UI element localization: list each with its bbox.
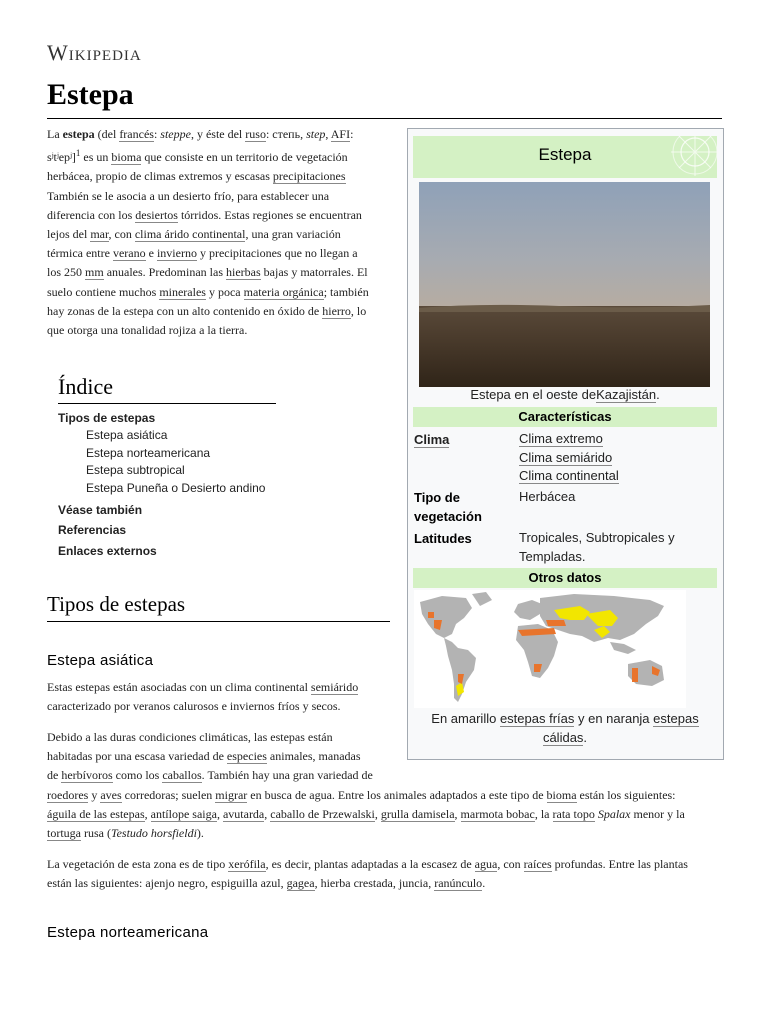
link-mar[interactable]: mar [90,227,109,242]
link-roedores[interactable]: roedores [47,788,89,802]
row-label-clima[interactable]: Clima [414,432,450,447]
toc-item-referencias[interactable]: Referencias [58,523,127,538]
characteristics-header: Características [413,407,717,427]
section-heading-tipos: Tipos de estepas [47,592,186,616]
bold-term: estepa [62,127,95,141]
subsection-heading-norteamericana: Estepa norteamericana [47,924,209,941]
row-label-vegetacion: Tipo de vegetación [414,490,482,524]
link-ranunculo[interactable]: ranúnculo [434,876,483,891]
link-clima-extremo[interactable]: Clima extremo [519,431,603,446]
link-hierro[interactable]: hierro [322,303,351,318]
toc-item-estepa-asiatica[interactable]: Estepa asiática [86,428,168,443]
link-afi[interactable]: AFI [330,127,351,141]
link-estepas-frias[interactable]: estepas frías [499,711,575,726]
map-caption: En amarillo estepas frías y en naranja estepas cálidas. [431,711,699,745]
link-minerales[interactable]: minerales [159,284,206,299]
italic-term: Testudo horsfieldi [111,826,197,841]
link-mm[interactable]: mm [85,265,104,280]
subsection-heading-asiatica: Estepa asiática [47,652,154,669]
toc-title: Índice [58,374,113,399]
link-grulla-damisela[interactable]: grulla damisela [380,807,455,822]
link-invierno[interactable]: invierno [156,246,197,261]
link-aguila-de-las-estepas[interactable]: águila de las estepas [47,807,145,822]
title-divider [47,118,722,119]
toc-item-vease-tambien[interactable]: Véase también [58,503,143,518]
toc-item-estepa-norteamericana[interactable]: Estepa norteamericana [86,445,211,460]
link-bioma[interactable]: bioma [111,150,142,165]
link-desiertos[interactable]: desiertos [135,207,178,222]
link-tortuga[interactable]: tortuga [47,826,81,841]
intro-paragraph: La estepa (del francés: steppe, y éste del ruso: степь, step, AFI: sʲtʲepʲ]$^1$ es un bioma que consiste en un territorio de vegetación herbácea, propio de climas extremos y escasas precipitaciones También se le asocia a un desierto frío, para establecer una diferencia con los desiertos tórridos. Estas regiones se encuentran lejos del mar, con clima árido continental, una gran variación térmica entre verano e invierno y precipitaciones que no llegan a los 250 mm anuales. Predominan las hierbas bajas y matorrales. El suelo contiene muchos minerales y poca materia orgánica; también hay zonas de la estepa con un alto contenido en óxido de hierro, lo que otorga una tonalidad rojiza a la tierra. [47,127,369,338]
link-estepas-calidas[interactable]: estepas cálidas [542,711,699,745]
italic-term: step [306,127,326,141]
link-caballos[interactable]: caballos [162,768,202,783]
italic-term: Spalax [597,807,631,822]
section-divider [47,621,390,622]
link-frances[interactable]: francés [119,127,154,141]
row-label-latitudes: Latitudes [414,531,472,546]
link-marmota-bobac[interactable]: marmota bobac [460,807,535,822]
link-clima-arido-continental[interactable]: clima árido continental [134,227,246,242]
link-rata-topo[interactable]: rata topo [552,807,595,822]
link-gagea[interactable]: gagea [286,876,315,891]
row-value-clima [519,430,714,486]
wikipedia-logo[interactable]: Wikipedia [47,40,142,65]
photo-caption: Estepa en el oeste deKazajistán. [470,387,660,402]
paragraph-asiatica-1: Estas estepas están asociadas con un clima continental semiárido caracterizado por veranos calurosos e inviernos fríos y secos. [47,680,359,714]
link-antilope-saiga[interactable]: antílope saiga [150,807,217,822]
link-clima-semiarido[interactable]: Clima semiárido [519,449,613,465]
table-of-contents [58,410,265,560]
other-data-header: Otros datos [413,568,717,588]
link-xerofila[interactable]: xerófila [228,857,266,871]
page-title: Estepa [47,78,134,111]
link-raices[interactable]: raíces [523,857,552,871]
link-hierbas[interactable]: hierbas [226,265,261,280]
row-value-vegetacion: Herbácea [519,489,576,504]
link-migrar[interactable]: migrar [215,788,248,802]
toc-divider [58,403,276,404]
paragraph-asiatica-2a: Debido a las duras condiciones climáticas, las estepas están habitadas por una escasa variedad de especies animales, manadas de herbívoros como los caballos. También hay una gran variedad de [47,730,373,783]
link-especies[interactable]: especies [226,749,267,764]
link-avutarda[interactable]: avutarda [222,807,265,822]
infobox-title: Estepa [538,145,592,164]
paragraph-asiatica-2b: roedores y aves corredoras; suelen migrar en busca de agua. Entre los animales adaptados a este tipo de bioma están los siguientes: águila de las estepas, antílope saiga, avutarda, caballo de Przewalski, grulla damisela, marmota bobac, la rata topo Spalax menor y la tortuga rusa (Testudo horsfieldi). [47,788,685,841]
toc-item-estepa-subtropical[interactable]: Estepa subtropical [86,463,185,478]
link-bioma[interactable]: bioma [546,788,577,802]
italic-term: steppe [160,127,191,141]
link-semiarido[interactable]: semiárido [310,680,359,694]
toc-item-estepa-punena-o-desierto-andino[interactable]: Estepa Puneña o Desierto andino [86,480,266,495]
steppe-photo[interactable] [419,182,710,387]
toc-item-enlaces-externos[interactable]: Enlaces externos [58,543,157,558]
toc-item-tipos-de-estepas[interactable]: Tipos de estepas [58,411,156,425]
link-clima-continental[interactable]: Clima continental [519,468,619,483]
footnote-reference[interactable]: 1 [75,148,81,159]
link-kazajistan[interactable]: Kazajistán [596,387,657,402]
link-ruso[interactable]: ruso [245,127,266,141]
link-precipitaciones[interactable]: precipitaciones [272,169,346,184]
paragraph-asiatica-3: La vegetación de esta zona es de tipo xerófila, es decir, plantas adaptadas a la escasez de agua, con raíces profundas. Entre las plantas están las siguientes: ajenjo negro, espiguilla azul, gagea, hierba crestada, juncia, ranúnculo. [47,857,688,891]
link-herbivoros[interactable]: herbívoros [61,768,113,783]
link-materia-organica[interactable]: materia orgánica [243,284,324,299]
row-value-latitudes: Tropicales, Subtropicales y Templadas. [519,530,675,564]
link-verano[interactable]: verano [112,246,146,261]
link-caballo-de-przewalski[interactable]: caballo de Przewalski [270,807,375,822]
steppe-world-map[interactable] [414,590,686,708]
link-aves[interactable]: aves [100,788,122,802]
link-agua[interactable]: agua [474,857,498,871]
